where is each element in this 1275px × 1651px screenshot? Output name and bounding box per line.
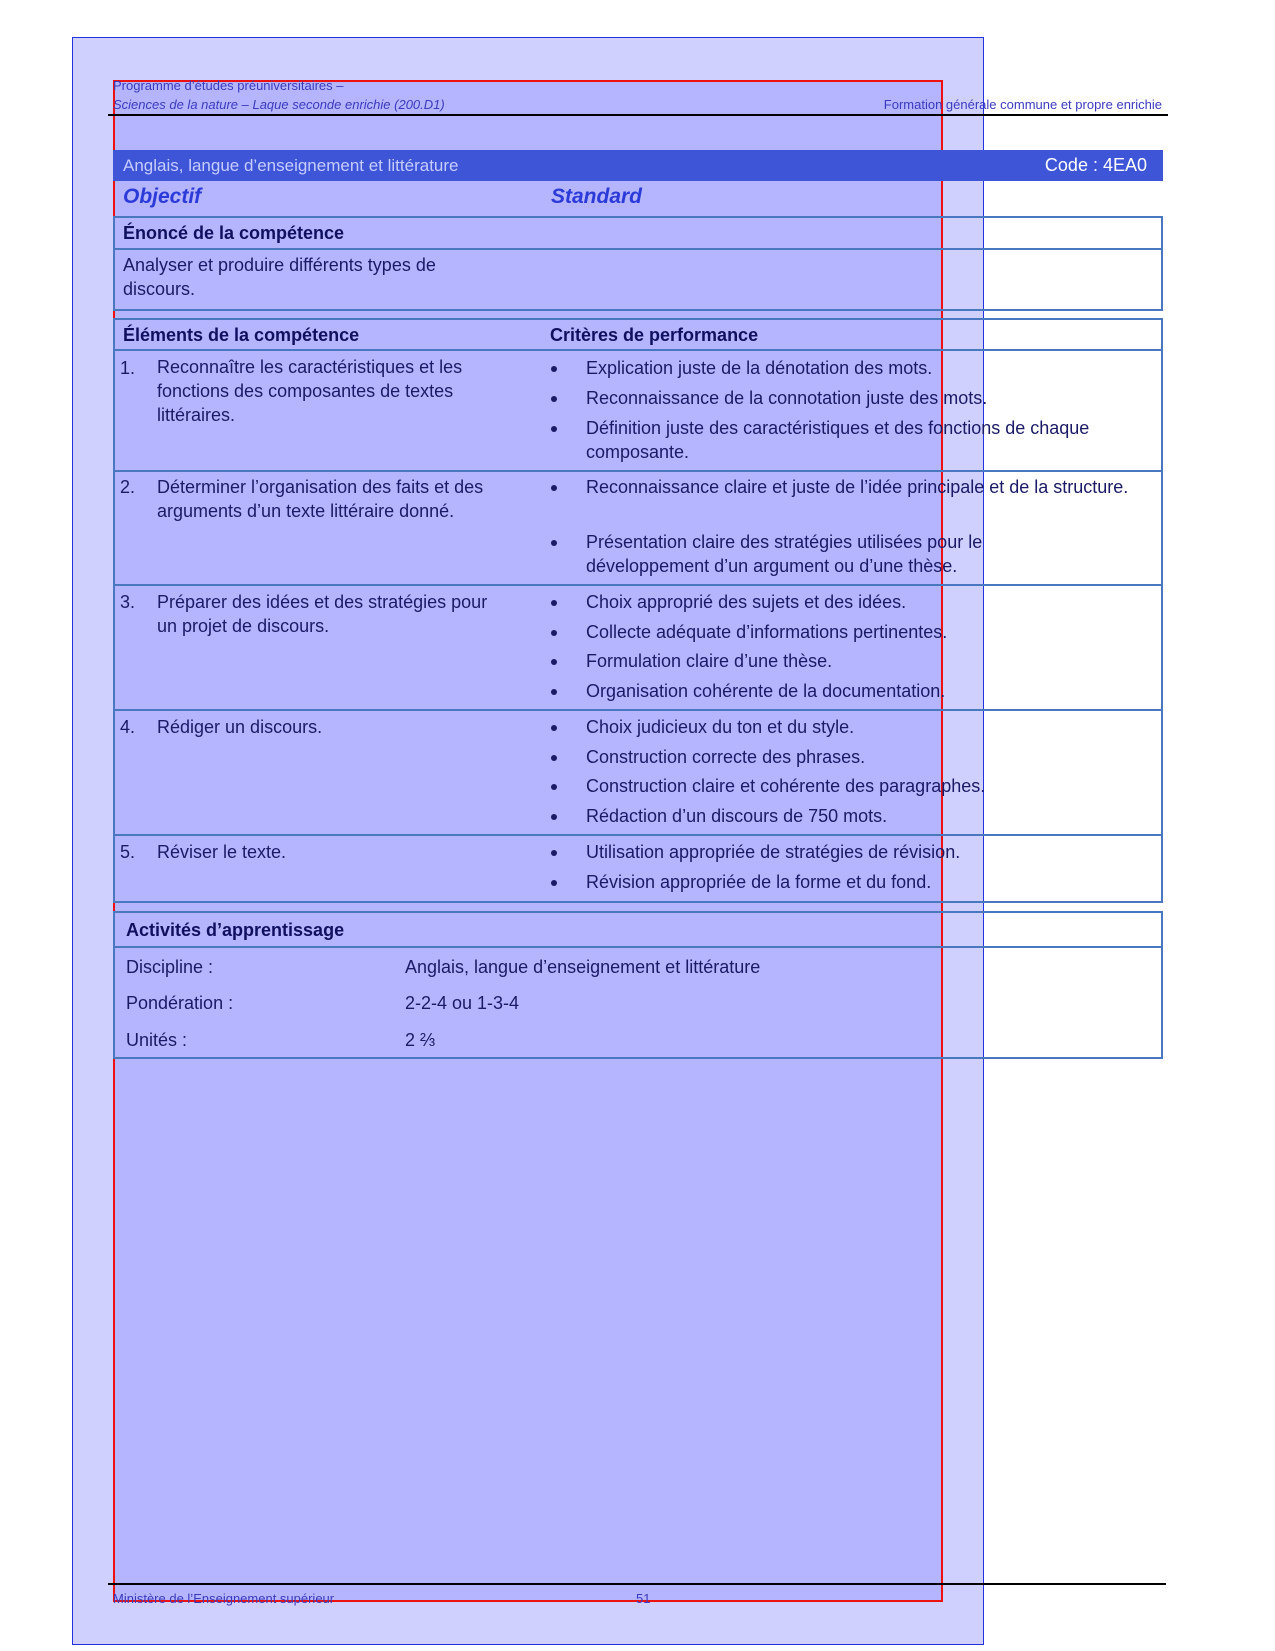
criterion-text: Construction correcte des phrases. <box>586 747 866 767</box>
enonce-text: Analyser et produire différents types de discours. <box>123 255 436 299</box>
element-number: 1. <box>120 358 136 378</box>
bullet-icon <box>551 540 557 546</box>
enonce-separator <box>113 248 1163 250</box>
bullet-icon <box>551 600 557 606</box>
criterion-text: Organisation cohérente de la documentation. <box>586 681 946 701</box>
bullet-icon <box>551 396 557 402</box>
row-separator <box>113 584 1163 586</box>
objectif-label: Objectif <box>123 185 202 208</box>
course-title-bar <box>113 150 1163 181</box>
course-code: Code : 4EA0 <box>1044 155 1147 175</box>
discipline-label: Discipline : <box>126 957 214 977</box>
bullet-icon <box>551 426 557 432</box>
ponderation-value: 2-2-4 ou 1-3-4 <box>405 993 520 1013</box>
bullet-icon <box>551 630 557 636</box>
element-text: Déterminer l’organisation des faits et des arguments d’un texte littéraire donné. <box>157 477 484 521</box>
criterion-text: Choix judicieux du ton et du style. <box>586 717 855 737</box>
bullet-icon <box>551 880 557 886</box>
bullet-icon <box>551 485 557 491</box>
bullet-icon <box>551 689 557 695</box>
bullet-icon <box>551 850 557 856</box>
bullet-icon <box>551 814 557 820</box>
criterion-text: Utilisation appropriée de stratégies de révision. <box>586 842 961 862</box>
criterion-text: Construction claire et cohérente des paragraphes. <box>586 776 986 796</box>
row-separator <box>113 834 1163 836</box>
page-number: 51 <box>636 1591 651 1606</box>
row-separator <box>113 709 1163 711</box>
ponderation-label: Pondération : <box>126 993 234 1013</box>
bullet-icon <box>551 659 557 665</box>
criterion-text: Révision appropriée de la forme et du fond. <box>586 872 932 892</box>
element-number: 3. <box>120 592 136 612</box>
unites-label: Unités : <box>126 1030 188 1050</box>
bullet-icon <box>551 725 557 731</box>
element-number: 2. <box>120 477 136 497</box>
criteres-heading: Critères de performance <box>550 325 759 345</box>
unites-value: 2 ⅔ <box>405 1030 436 1050</box>
footer-ministry: Ministère de l’Enseignement supérieur <box>113 1591 335 1606</box>
bullet-icon <box>551 784 557 790</box>
bullet-icon <box>551 755 557 761</box>
standard-label: Standard <box>551 185 643 208</box>
header-rule <box>108 114 1168 116</box>
element-text: Préparer des idées et des stratégies pour un projet de discours. <box>157 592 488 636</box>
header-formation: Formation générale commune et propre enrichie <box>883 97 1162 112</box>
header-subprogram: Sciences de la nature – Laque seconde enrichie (200.D1) <box>113 97 445 112</box>
criterion-text: Reconnaissance de la connotation juste des mots. <box>586 388 988 408</box>
row-separator <box>113 470 1163 472</box>
element-text: Reconnaître les caractéristiques et les fonctions des composantes de textes littéraires. <box>157 357 463 425</box>
criterion-text: Formulation claire d’une thèse. <box>586 651 833 671</box>
criterion-text: Explication juste de la dénotation des mots. <box>586 358 933 378</box>
criterion-text: Collecte adéquate d’informations pertinentes. <box>586 622 948 642</box>
criterion-text: Présentation claire des stratégies utilisées pour le développement d’un argument ou d’une thèse. <box>586 532 983 576</box>
activites-separator <box>113 946 1163 948</box>
discipline-value: Anglais, langue d’enseignement et littérature <box>405 957 761 977</box>
criterion-text: Reconnaissance claire et juste de l’idée principale et de la structure. <box>586 477 1129 497</box>
activites-heading: Activités d’apprentissage <box>126 920 345 940</box>
criterion-text: Rédaction d’un discours de 750 mots. <box>586 806 888 826</box>
elements-header-separator <box>113 349 1163 351</box>
elements-heading: Éléments de la compétence <box>123 325 360 345</box>
element-number: 4. <box>120 717 136 737</box>
enonce-heading: Énoncé de la compétence <box>123 223 345 243</box>
criterion-text: Définition juste des caractéristiques et des fonctions de chaque composante. <box>586 418 1090 462</box>
element-text: Rédiger un discours. <box>157 717 323 737</box>
bullet-icon <box>551 366 557 372</box>
header-program: Programme d’études préuniversitaires – <box>113 78 344 93</box>
element-number: 5. <box>120 842 136 862</box>
criterion-text: Choix approprié des sujets et des idées. <box>586 592 907 612</box>
course-title: Anglais, langue d’enseignement et littérature <box>123 156 459 175</box>
element-text: Réviser le texte. <box>157 842 287 862</box>
footer-rule <box>108 1583 1166 1585</box>
